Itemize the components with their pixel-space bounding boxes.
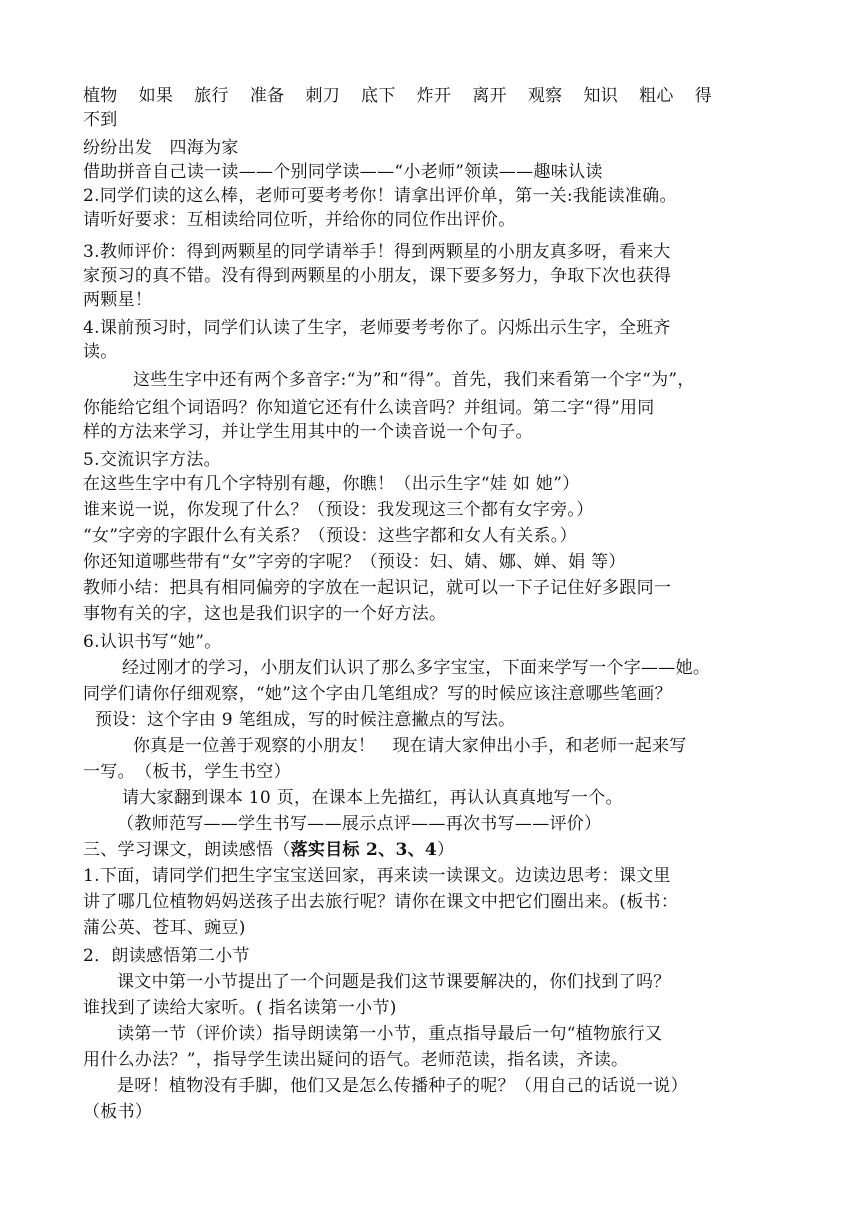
section-heading	[83, 838, 783, 862]
text-line: 预设：这个字由 9 笔组成，写的时候注意撇点的写法。	[95, 710, 516, 730]
text-line: 样的方法来学习，并让学生用其中的一个读音说一个句子。	[83, 422, 533, 442]
text-line: 借助拼音自己读一读——个别同学读——“小老师”领读——趣味认读	[83, 162, 603, 182]
vocab-word: 植物	[83, 86, 118, 106]
vocab-word: 旅行	[194, 86, 229, 106]
vocab-word: 粗心	[639, 86, 674, 106]
vocab-word: 炸开	[416, 86, 452, 106]
text-line: 2.同学们读的这么棒，老师可要考考你！请拿出评价单，第一关:我能读准确。	[83, 186, 677, 206]
text-line: 蒲公英、苍耳、豌豆)	[83, 918, 246, 938]
text-line: 纷纷出发 四海为家	[83, 138, 239, 158]
text-line: 事物有关的字，这也是我们识字的一个好方法。	[83, 604, 447, 624]
text-line: 谁找到了读给大家听。( 指名读第一小节)	[83, 998, 397, 1018]
text-line: 课文中第一小节提出了一个问题是我们这节课要解决的，你们找到了吗？	[117, 972, 671, 992]
vocab-word: 刺刀	[305, 86, 341, 106]
text-line: 在这些生字中有几个字特别有趣，你瞧！（出示生字“娃 如 她”）	[83, 474, 580, 494]
text-line: 请大家翻到课本 10 页，在课本上先描红，再认认真真地写一个。	[122, 788, 623, 808]
text-line: 用什么办法？”，指导学生读出疑问的语气。老师范读，指名读，齐读。	[83, 1050, 629, 1070]
text-line: （板书）	[83, 1102, 153, 1122]
text-line: 2．朗读感悟第二小节	[83, 946, 250, 966]
text-line: 4.课前预习时，同学们认读了生字，老师要考考你了。闪烁出示生字，全班齐	[83, 318, 671, 338]
text-line: 5.交流识字方法。	[83, 450, 221, 470]
text-line: 3.教师评价：得到两颗星的同学请举手！得到两颗星的小朋友真多呀，看来大	[83, 242, 671, 262]
text-line: 教师小结：把具有相同偏旁的字放在一起识记，就可以一下子记住好多跟同一	[83, 578, 672, 598]
vocab-word: 知识	[583, 86, 619, 106]
text-line: （教师范写——学生书写——展示点评——再次书写——评价）	[117, 814, 602, 834]
vocab-word: 观察	[527, 86, 563, 106]
vocab-word: 得	[694, 86, 713, 106]
text-line: 你真是一位善于观察的小朋友！ 现在请大家伸出小手，和老师一起来写	[133, 736, 687, 756]
section-heading-goal: 落实目标 2、3、4	[290, 840, 438, 860]
text-line: 讲了哪几位植物妈妈送孩子出去旅行呢？请你在课文中把它们圈出来。(板书：	[83, 892, 679, 912]
text-line: 不到	[83, 110, 118, 130]
text-line: 同学们请你仔细观察，“她”这个字由几笔组成？写的时候应该注意哪些笔画？	[83, 684, 672, 704]
text-line: 你还知道哪些带有“女”字旁的字呢？（预设：妇、婧、娜、婵、娟 等）	[83, 552, 626, 572]
vocab-line	[83, 84, 783, 108]
vocab-word: 如果	[138, 86, 174, 106]
text-line: 经过刚才的学习，小朋友们认识了那么多字宝宝，下面来学写一个字——她。	[122, 658, 711, 678]
text-line: 这些生字中还有两个多音字:“为”和“得”。首先，我们来看第一个字“为”，	[133, 370, 695, 390]
text-line: 请听好要求：互相读给同位听，并给你的同位作出评价。	[83, 210, 516, 230]
vocab-word: 离开	[472, 86, 507, 106]
text-line: 两颗星！	[83, 290, 153, 310]
text-line: 1.下面，请同学们把生字宝宝送回家，再来读一读课文。边读边思考：课文里	[83, 866, 671, 886]
section-heading-suffix: ）	[437, 840, 455, 860]
vocab-word: 准备	[249, 86, 285, 106]
text-line: 家预习的真不错。没有得到两颗星的小朋友，课下要多努力，争取下次也获得	[83, 266, 672, 286]
text-line: 读第一节（评价读）指导朗读第一小节，重点指导最后一句“植物旅行又	[117, 1024, 663, 1044]
text-line: 你能给它组个词语吗？你知道它还有什么读音吗？并组词。第二字“得”用同	[83, 398, 655, 418]
vocab-word: 底下	[361, 86, 396, 106]
text-line: 一写。 （板书，学生书空）	[83, 762, 291, 782]
text-line: 是呀！植物没有手脚，他们又是怎么传播种子的呢？（用自己的话说一说）	[117, 1076, 688, 1096]
text-line: “女”字旁的字跟什么有关系？（预设：这些字都和女人有关系。）	[83, 526, 577, 546]
text-line: 谁来说一说，你发现了什么？（预设：我发现这三个都有女字旁。）	[83, 500, 594, 520]
section-heading-prefix: 三、学习课文，朗读感悟（	[83, 840, 291, 860]
text-line: 读。	[83, 342, 118, 362]
text-line: 6.认识书写“她”。	[83, 632, 222, 652]
